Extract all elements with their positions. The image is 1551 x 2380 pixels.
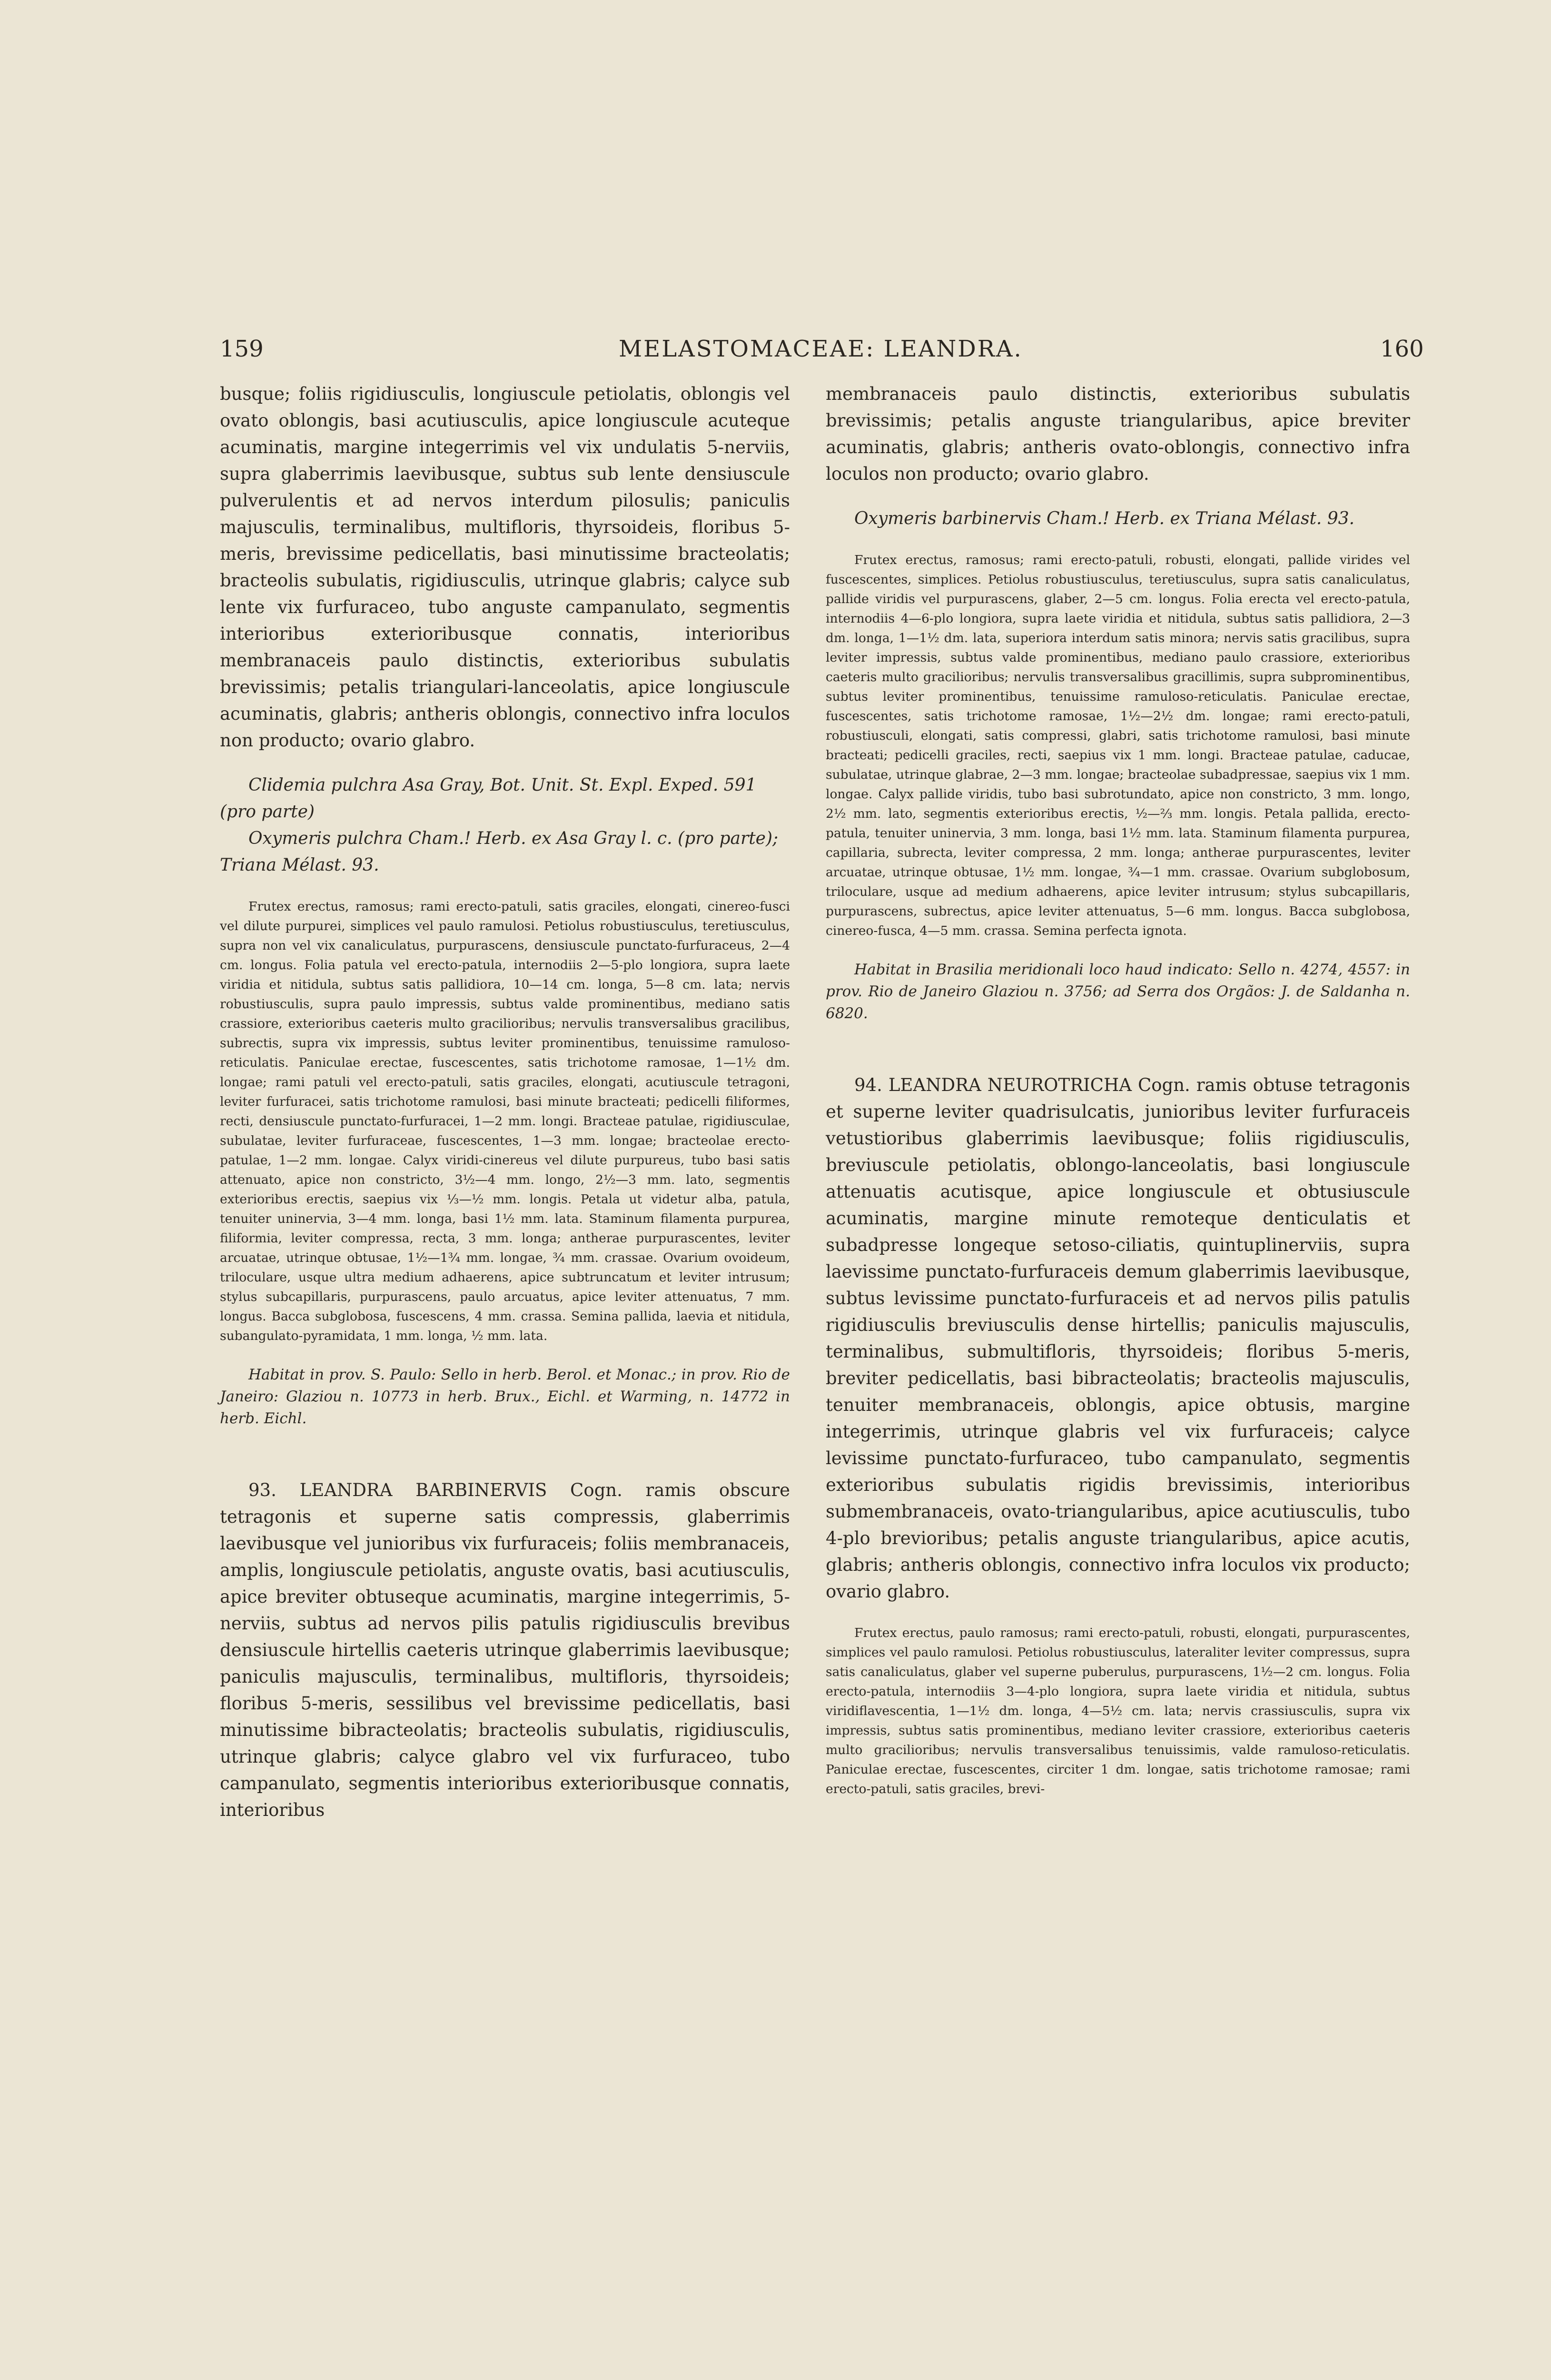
habitat-note: Habitat in Brasilia meridionali loco haud indicato: Sello n. 4274, 4557: in prov. Rio de Janeiro Glaziou n. 3756; ad Serra dos Orgãos: J. de Saldanha n. 6820. bbox=[826, 961, 1410, 1022]
species-93-diagnosis: 93. LEANDRA BARBINERVIS Cogn. ramis obscure tetragonis et superne satis compressis, glaberrimis laevibusque vel junioribus vix furfuraceis; foliis membranaceis, amplis, longiuscule petiolatis, anguste ovatis, basi acutiusculis, apice breviter obtuseque acuminatis, margine integerrimis, 5-nerviis, subtus ad nervos pilis patulis rigidiusculis brevibus densiuscule hirtellis caeteris utrinque glaberrimis laevibusque; paniculis majusculis, terminalibus, multifloris, thyrsoideis; floribus 5-meris, sessilibus vel brevissime pedicellatis, basi minutissime bibracteolatis; bracteolis subulatis, rigidiusculis, utrinque glabris; calyce glabro vel vix furfuraceo, tubo campanulato, segmentis interioribus exterioribusque connatis, interioribus bbox=[220, 1480, 790, 1820]
detailed-description: Frutex erectus, paulo ramosus; rami erecto-patuli, robusti, elongati, purpurascentes, simplices vel paulo ramulosi. Petiolus robustiusculus, lateraliter leviter compressus, supra satis canaliculatus, glaber vel superne puberulus, purpurascens, 1½—2 cm. longus. Folia erecto-patula, internodiis 3—4-plo longiora, supra laete viridia et nitidula, subtus viridiflavescentia, 1—1½ dm. longa, 4—5½ cm. lata; nervis crassiusculis, supra vix impressis, subtus satis prominentibus, mediano leviter crassiore, exterioribus caeteris multo gracilioribus; nervulis transversalibus tenuissimis, valde ramuloso-reticulatis. Paniculae erectae, fuscescentes, circiter 1 dm. longae, satis trichotome ramosae; rami erecto-patuli, satis graciles, brevi- bbox=[826, 1626, 1410, 1796]
habitat-note: Habitat in prov. S. Paulo: Sello in herb. Berol. et Monac.; in prov. Rio de Janeiro: Glaziou n. 10773 in herb. Brux., Eichl. et Warming, n. 14772 in herb. Eichl. bbox=[220, 1366, 790, 1427]
synonym: Oxymeris barbinervis Cham.! Herb. ex Triana Mélast. 93. bbox=[854, 509, 1355, 528]
left-column bbox=[220, 381, 790, 1824]
synonym: Oxymeris pulchra Cham.! Herb. ex Asa Gray l. c. (pro parte); Triana Mélast. 93. bbox=[220, 829, 779, 875]
page-number-left: 159 bbox=[220, 336, 264, 362]
species-94-diagnosis: 94. LEANDRA NEUROTRICHA Cogn. ramis obtuse tetragonis et superne leviter quadrisulcatis, junioribus leviter furfuraceis vetustioribus glaberrimis laevibusque; foliis rigidiusculis, breviuscule petiolatis, oblongo-lanceolatis, basi longiuscule attenuatis acutisque, apice longiuscule et obtusiuscule acuminatis, margine minute remoteque denticulatis et subadpresse longeque setoso-ciliatis, quintuplinerviis, supra laevissime punctato-furfuraceis demum glaberrimis laevibusque, subtus levissime punctato-furfuraceis et ad nervos pilis patulis rigidiusculis breviusculis dense hirtellis; paniculis majusculis, terminalibus, submultifloris, thyrsoideis; floribus 5-meris, breviter pedicellatis, basi bibracteolatis; bracteolis majusculis, tenuiter membranaceis, oblongis, apice obtusis, margine integerrimis, utrinque glabris vel vix furfuraceis; calyce levissime punctato-furfuraceo, tubo campanulato, segmentis exterioribus subulatis rigidis brevissimis, interioribus submembranaceis, ovato-triangularibus, apice acutiusculis, tubo 4-plo brevioribus; petalis anguste triangularibus, apice acutis, glabris; antheris oblongis, connectivo infra loculos vix producto; ovario glabro. bbox=[826, 1075, 1410, 1602]
description-continuation: busque; foliis rigidiusculis, longiuscule petiolatis, oblongis vel ovato oblongis, basi acutiusculis, apice longiuscule acuteque acuminatis, margine integerrimis vel vix undulatis 5-nerviis, supra glaberrimis laevibusque, subtus sub lente densiuscule pulverulentis et ad nervos interdum pilosulis; paniculis majusculis, terminalibus, multifloris, thyrsoideis, floribus 5-meris, brevissime pedicellatis, basi minutissime bracteolatis; bracteolis subulatis, rigidiusculis, utrinque glabris; calyce sub lente vix furfuraceo, tubo anguste campanulato, segmentis interioribus exterioribusque connatis, interioribus membranaceis paulo distinctis, exterioribus subulatis brevissimis; petalis triangulari-lanceolatis, apice longiuscule acuminatis, glabris; antheris oblongis, connectivo infra loculos non producto; ovario glabro. bbox=[220, 384, 790, 751]
page-number-right: 160 bbox=[1380, 336, 1424, 362]
detailed-description: Frutex erectus, ramosus; rami erecto-patuli, robusti, elongati, pallide virides vel fuscescentes, simplices. Petiolus robustiusculus, teretiusculus, supra satis canaliculatus, pallide viridis vel purpurascens, glaber, 2—5 cm. longus. Folia erecta vel erecto-patula, internodiis 4—6-plo longiora, supra laete viridia et nitidula, subtus satis pallidiora, 2—3 dm. longa, 1—1½ dm. lata, superiora interdum satis minora; nervis satis gracilibus, supra leviter impressis, subtus valde prominentibus, mediano paulo crassiore, exterioribus caeteris multo gracilioribus; nervulis transversalibus gracillimis, supra subprominentibus, subtus leviter prominentibus, tenuissime ramuloso-reticulatis. Paniculae erectae, fuscescentes, satis trichotome ramosae, 1½—2½ dm. longae; rami erecto-patuli, robustiusculi, elongati, satis compressi, glabri, satis trichotome ramulosi, basi minute bracteati; pedicelli graciles, recti, saepius vix 1 mm. longi. Bracteae patulae, caducae, subulatae, utrinque glabrae, 2—3 mm. longae; bracteolae subadpressae, saepius vix 1 mm. longae. Calyx pallide viridis, tubo basi subrotundato, apice non constricto, 3 mm. longo, 2½ mm. lato, segmentis exterioribus erectis, ½—⅔ mm. longis. Petala pallida, erecto-patula, tenuiter uninervia, 3 mm. longa, basi 1½ mm. lata. Staminum filamenta purpurea, capillaria, subrecta, leviter compressa, 2 mm. longa; antherae purpurascentes, leviter arcuatae, utrinque obtusae, 1½ mm. longae, ¾—1 mm. crassae. Ovarium subglobosum, triloculare, usque ad medium adhaerens, apice leviter intrusum; stylus subcapillaris, purpurascens, subrectus, apice leviter attenuatus, 5—6 mm. longus. Bacca subglobosa, cinereo-fusca, 4—5 mm. crassa. Semina perfecta ignota. bbox=[826, 553, 1410, 938]
synonym: Clidemia pulchra Asa Gray, Bot. Unit. St. Expl. Exped. 591 (pro parte) bbox=[220, 775, 757, 822]
right-column bbox=[826, 381, 1410, 1799]
description-continuation: membranaceis paulo distinctis, exterioribus subulatis brevissimis; petalis anguste triangularibus, apice breviter acuminatis, glabris; antheris ovato-oblongis, connectivo infra loculos non producto; ovario glabro. bbox=[826, 384, 1410, 484]
detailed-description: Frutex erectus, ramosus; rami erecto-patuli, satis graciles, elongati, cinereo-fusci vel dilute purpurei, simplices vel paulo ramulosi. Petiolus robustiusculus, teretiusculus, supra non vel vix canaliculatus, purpurascens, densiuscule punctato-furfuraceus, 2—4 cm. longus. Folia patula vel erecto-patula, internodiis 2—5-plo longiora, supra laete viridia et nitidula, subtus satis pallidiora, 10—14 cm. longa, 5—8 cm. lata; nervis robustiusculis, supra paulo impressis, subtus valde prominentibus, mediano satis crassiore, exterioribus caeteris multo gracilioribus; nervulis transversalibus gracilibus, subrectis, supra vix impressis, subtus leviter prominentibus, tenuissime ramuloso-reticulatis. Paniculae erectae, fuscescentes, satis trichotome ramosae, 1—1½ dm. longae; rami patuli vel erecto-patuli, satis graciles, elongati, acutiuscule tetragoni, leviter furfuracei, satis trichotome ramulosi, basi minute bracteati; pedicelli filiformes, recti, densiuscule punctato-furfuracei, 1—2 mm. longi. Bracteae patulae, rigidiusculae, subulatae, leviter furfuraceae, fuscescentes, 1—3 mm. longae; bracteolae erecto-patulae, 1—2 mm. longae. Calyx viridi-cinereus vel dilute purpureus, tubo basi satis attenuato, apice non constricto, 3½—4 mm. longo, 2½—3 mm. lato, segmentis exterioribus erectis, saepius vix ⅓—½ mm. longis. Petala ut videtur alba, patula, tenuiter uninervia, 3—4 mm. longa, basi 1½ mm. lata. Staminum filamenta purpurea, filiformia, leviter compressa, recta, 3 mm. longa; antherae purpurascentes, leviter arcuatae, utrinque obtusae, 1½—1¾ mm. longae, ¾ mm. crassae. Ovarium ovoideum, triloculare, usque ultra medium adhaerens, apice subtruncatum et leviter intrusum; stylus subcapillaris, purpurascens, paulo arcuatus, apice leviter attenuatus, 7 mm. longus. Bacca subglobosa, fuscescens, 4 mm. crassa. Semina pallida, laevia et nitidula, subangulato-pyramidata, 1 mm. longa, ½ mm. lata. bbox=[220, 899, 790, 1343]
running-title: MELASTOMACEAE: LEANDRA. bbox=[619, 336, 1023, 362]
running-header bbox=[0, 336, 1551, 369]
